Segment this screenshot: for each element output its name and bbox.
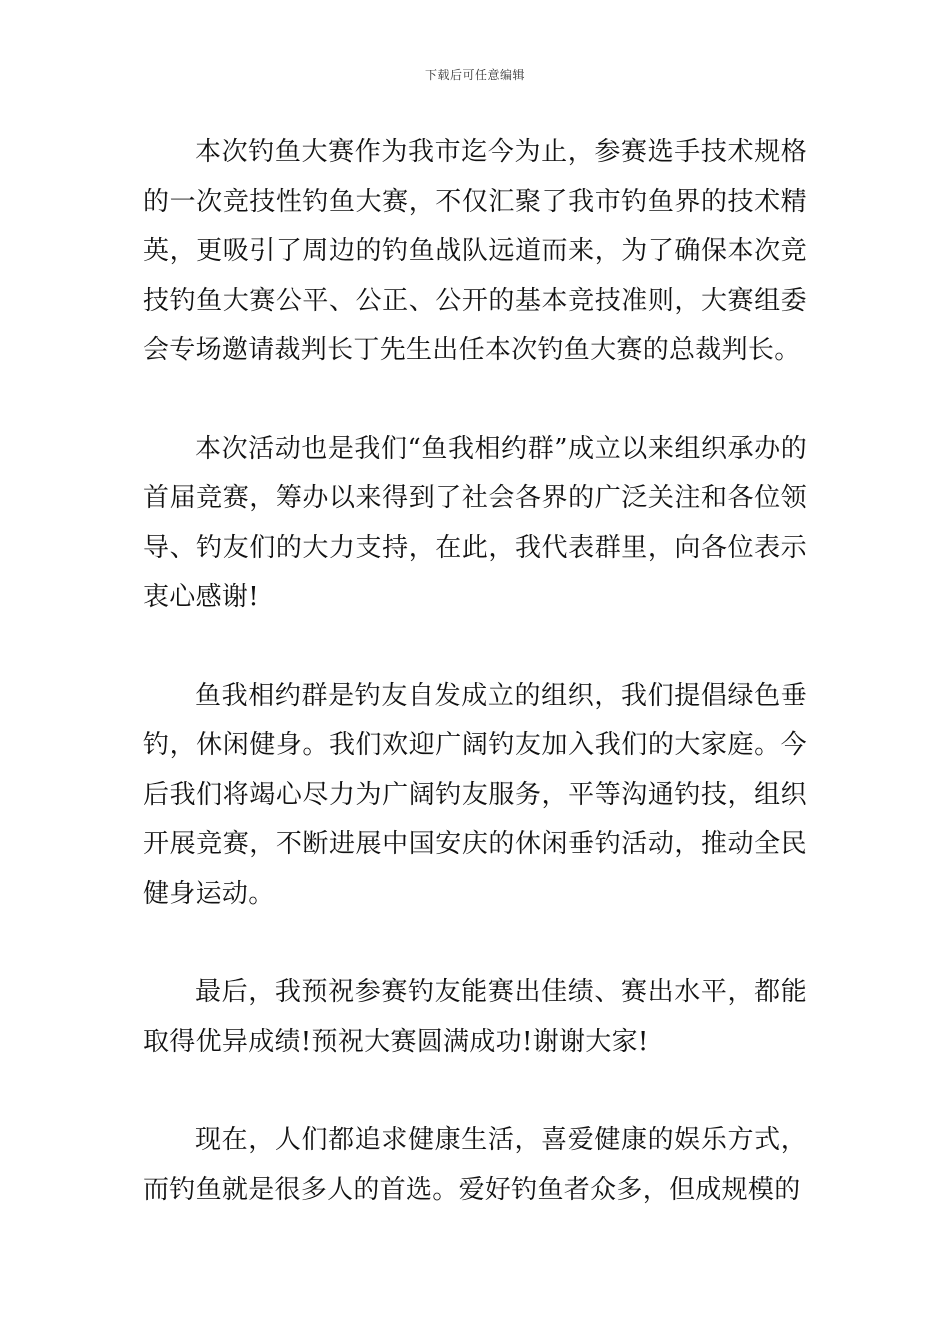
paragraph-1: 本次钓鱼大赛作为我市迄今为止，参赛选手技术规格的一次竞技性钓鱼大赛，不仅汇聚了我市钓鱼界的技术精英，更吸引了周边的钓鱼战队远道而来，为了确保本次竞技钓鱼大赛公平、公正、公开的基本竞技准则，大赛组委会专场邀请裁判长丁先生出任本次钓鱼大赛的总裁判长。 — [143, 137, 807, 365]
document-body — [143, 128, 807, 1264]
page-header-note: 下载后可任意编辑 — [424, 68, 525, 82]
paragraph-4: 最后，我预祝参赛钓友能赛出佳绩、赛出水平，都能取得优异成绩!预祝大赛圆满成功!谢谢大家! — [143, 977, 807, 1057]
paragraph-2: 本次活动也是我们“鱼我相约群”成立以来组织承办的首届竞赛，筹办以来得到了社会各界的广泛关注和各位领导、钓友们的大力支持，在此，我代表群里，向各位表示衷心感谢! — [143, 433, 807, 612]
paragraph-5: 现在，人们都追求健康生活，喜爱健康的娱乐方式，而钓鱼就是很多人的首选。爱好钓鱼者众多，但成规模的 — [143, 1125, 807, 1205]
paragraph-3: 鱼我相约群是钓友自发成立的组织，我们提倡绿色垂钓，休闲健身。我们欢迎广阔钓友加入我们的大家庭。今后我们将竭心尽力为广阔钓友服务，平等沟通钓技，组织开展竞赛，不断进展中国安庆的休闲垂钓活动，推动全民健身运动。 — [143, 680, 807, 909]
